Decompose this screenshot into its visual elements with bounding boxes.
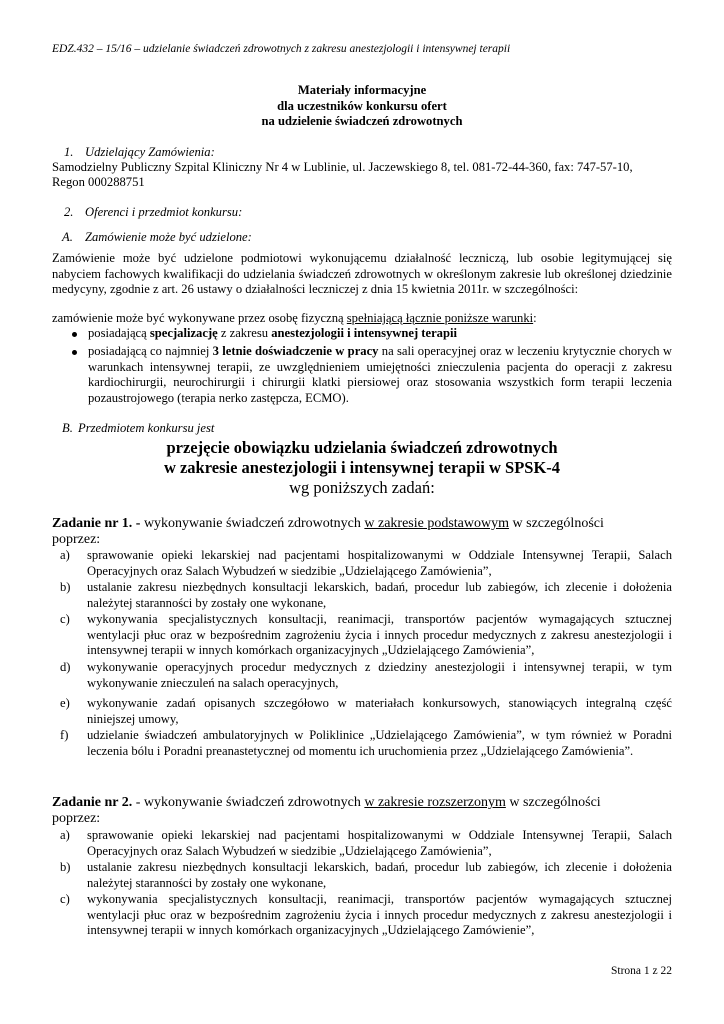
task-1-heading (52, 515, 604, 532)
section-2-number: 2. (64, 205, 74, 219)
item-letter: b) (60, 580, 71, 594)
item-letter: c) (60, 612, 70, 626)
item-text: ustalanie zakresu niezbędnych konsultacji lekarskich, badań, procedur lub zabiegów, ich zlecenie i dołożenia należytej staranności by zostały one wykonane, (87, 580, 672, 610)
condition-1-field: anestezjologii i intensywnej terapii (271, 326, 457, 340)
subject-statement (0, 438, 724, 498)
section-1-number: 1. (64, 145, 74, 159)
task-1-text-2: w szczególności (509, 516, 604, 531)
item-letter: a) (60, 828, 70, 842)
contracting-party-line-2: Regon 000288751 (52, 175, 145, 189)
subject-line-1: przejęcie obowiązku udzielania świadczeń zdrowotnych (166, 438, 558, 457)
task-1-scope: w zakresie podstawowym (364, 516, 510, 531)
section-b-letter: B. (62, 421, 73, 435)
task-1-continuation: poprzez: (52, 532, 101, 547)
task-2-continuation: poprzez: (52, 811, 101, 826)
subject-line-3: wg poniższych zadań: (289, 478, 435, 497)
item-text: wykonywanie zadań opisanych szczegółowo w materiałach konkursowych, stanowiących integralną część niniejszej umowy, (87, 696, 672, 726)
section-1-heading: Udzielający Zamówienia: (85, 145, 215, 159)
task-1-text: wykonywanie świadczeń zdrowotnych (140, 516, 365, 531)
section-b-heading: Przedmiotem konkursu jest (78, 421, 215, 435)
contracting-party-line-1: Samodzielny Publiczny Szpital Kliniczny Nr 4 w Lublinie, ul. Jaczewskiego 8, tel. 081-72-44-360, fax: 747-57-10, (52, 160, 633, 174)
task-2-text-2: w szczególności (505, 795, 601, 810)
task-2-text: - wykonywanie świadczeń zdrowotnych (132, 795, 365, 810)
subject-line-2: w zakresie anestezjologii i intensywnej terapii w SPSK-4 (163, 458, 561, 477)
item-letter: f) (60, 728, 69, 742)
item-text: wykonywania specjalistycznych konsultacji, reanimacji, transportów pacjentów wymagających sztucznej wentylacji płuc oraz w bezpośrednim zagrożeniu życia i innych procedur medycznych z zakresu anestezjologii i intensywnej terapii w innych komórkach organizacyjnych „Udzielającego Zamówienia”, (87, 612, 672, 658)
item-letter: e) (60, 696, 70, 710)
title-line-1: Materiały informacyjne (297, 83, 427, 97)
task-2-scope: w zakresie rozszerzonym (364, 795, 506, 810)
item-text: sprawowanie opieki lekarskiej nad pacjentami hospitalizowanymi w Oddziale Intensywnej Terapii, Salach Operacyjnych oraz Salach Wybudzeń w siedzibie „Udzielającego Zamówienia”, (87, 548, 672, 578)
item-letter: a) (60, 548, 70, 562)
item-letter: b) (60, 860, 71, 874)
running-header: EDZ.432 – 15/16 – udzielanie świadczeń zdrowotnych z zakresu anestezjologii i intensywnej terapii (52, 43, 511, 55)
item-text: udzielanie świadczeń ambulatoryjnych w Poliklinice „Udzielającego Zamówienia”, w tym również w Poradni leczenia bólu i Poradni preanastetycznej od momentu ich uruchomienia przez „Udzielającego Zamówienia”. (87, 728, 672, 758)
conditions-intro-colon: : (533, 311, 537, 325)
section-a-heading: Zamówienie może być udzielone: (85, 230, 252, 244)
condition-2-text-2: na sali operacyjnej oraz w leczeniu krytycznie chorych w warunkach intensywnej terapii, ze uwzględnieniem umiejętności znieczulenia pacjenta do operacji z zakresu kardiochirurgii, neurochirurgii i chirurgii klatki piersiowej oraz stosowania wszystkich form terapii leczenia pozaustrojowego (terapia nerko zastępcza, ECMO). (88, 344, 673, 405)
eligibility-paragraph: Zamówienie może być udzielone podmiotowi wykonującemu działalność leczniczą, lub osobie legitymującej się nabyciem fachowych kwalifikacji do udzielania świadczeń zdrowotnych w określonym zakresie lub określonej dziedzinie medycyny, zgodnie z art. 26 ustawy o działalności leczniczej z dnia 15 kwietnia 2011r. w szczególności: (52, 251, 672, 297)
conditions-intro-underlined: spełniającą łącznie poniższe warunki (346, 311, 534, 325)
condition-experience (88, 344, 672, 406)
page-number: Strona 1 z 22 (610, 965, 672, 977)
item-text: sprawowanie opieki lekarskiej nad pacjentami hospitalizowanymi w Oddziale Intensywnej Terapii, Salach Operacyjnych oraz Salach Wybudzeń w siedzibie „Udzielającego Zamówienia”, (87, 828, 672, 858)
title-line-2: dla uczestników konkursu ofert (277, 98, 447, 113)
task-2-heading (52, 794, 601, 811)
conditions-intro-text: zamówienie może być wykonywane przez osobę fizyczną (52, 311, 347, 325)
task-2-label: Zadanie nr 2. (52, 795, 133, 810)
condition-specialization (88, 326, 457, 342)
conditions-intro (52, 311, 537, 327)
item-text: wykonywania specjalistycznych konsultacji, reanimacji, transportów pacjentów wymagających sztucznej wentylacji płuc oraz w bezpośrednim zagrożeniu życia i innych procedur medycznych z zakresu anestezjologii i intensywnej terapii w innych komórkach organizacyjnych „Udzielającego Zamówienie”, (87, 892, 672, 938)
title-line-3: na udzielenie świadczeń zdrowotnych (261, 114, 463, 129)
condition-1-text-2: z zakresu (217, 326, 272, 340)
section-a-letter: A. (62, 230, 73, 244)
condition-1-text: posiadającą (88, 326, 150, 340)
section-2-heading: Oferenci i przedmiot konkursu: (85, 205, 243, 219)
condition-2-bold: 3 letnie doświadczenie w pracy (212, 344, 379, 358)
item-letter: d) (60, 660, 71, 674)
task-1-label: Zadanie nr 1. - (52, 516, 141, 531)
document-title (0, 83, 724, 130)
item-letter: c) (60, 892, 70, 906)
item-text: ustalanie zakresu niezbędnych konsultacji lekarskich, badań, procedur lub zabiegów, ich zlecenie i dołożenia należytej staranności by zostały one wykonane, (87, 860, 672, 890)
item-text: wykonywanie operacyjnych procedur medycznych z dziedziny anestezjologii i intensywnej terapii, w tym wykonywanie znieczuleń na salach operacyjnych, (87, 660, 672, 690)
condition-2-text: posiadającą co najmniej (88, 344, 213, 358)
condition-1-bold: specjalizację (149, 326, 218, 340)
